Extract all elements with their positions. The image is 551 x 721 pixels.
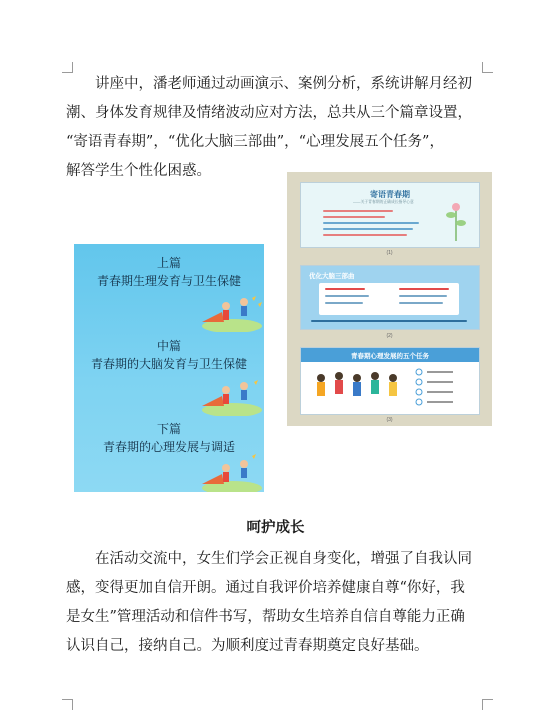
slide-text-line	[323, 216, 385, 218]
slide-content-box	[319, 283, 459, 315]
slide-text-line	[311, 320, 467, 322]
kids-rocket-illustration	[192, 452, 264, 492]
paragraph-line: 在活动交流中，女生们学会正视自身变化，增强了自我认同	[95, 551, 472, 567]
page-corner-mark-bottom-left	[62, 699, 73, 710]
section-title: 青春期的心理发展与调适	[102, 440, 235, 454]
paragraph-line: 感，变得更加自信开朗。通过自我评价培养健康自尊“你好，我	[66, 580, 465, 596]
task-list-graphic	[413, 366, 473, 410]
kids-rocket-illustration	[192, 376, 264, 416]
slide-thumbnail	[300, 347, 480, 415]
outcome-paragraph	[66, 545, 496, 661]
plant-decoration	[441, 201, 471, 241]
paragraph-line: 认识自己，接纳自己。为顺利度过青春期奠定良好基础。	[66, 638, 429, 654]
section-title: 青春期生理发育与卫生保健	[96, 274, 241, 288]
slide-title: 青春期心理发展的五个任务	[351, 353, 429, 360]
slide-caption: (2)	[386, 333, 393, 339]
slide-thumbnail	[300, 182, 480, 248]
slide-subtitle: ——关于青春期的正确成长指导心意	[353, 200, 414, 204]
section-heading: 呵护成长	[246, 519, 305, 536]
slide-text-line	[323, 222, 419, 224]
section-part-label: 下篇	[156, 422, 181, 436]
paragraph-line: “寄语青春期”，“优化大脑三部曲”，“心理发展五个任务”，	[66, 134, 444, 150]
slide-caption: (3)	[386, 417, 393, 423]
ppt-slides-collage	[287, 172, 492, 426]
paragraph-line: 是女生”管理活动和信件书写，帮助女生培养自信自尊能力正确	[66, 609, 465, 625]
page-corner-mark-bottom-right	[482, 699, 493, 710]
slide-text-line	[323, 234, 407, 236]
slide-caption: (1)	[386, 250, 393, 256]
students-illustration	[309, 366, 409, 410]
paragraph-line: 讲座中，潘老师通过动画演示、案例分析，系统讲解月经初	[95, 76, 472, 92]
slide-title: 优化大脑三部曲	[309, 273, 355, 280]
intro-paragraph	[66, 70, 496, 186]
slide-text-line	[323, 228, 413, 230]
slide-title: 寄语青春期	[370, 190, 410, 199]
slide-text-line	[323, 210, 393, 212]
paragraph-line: 解答学生个性化困惑。	[66, 163, 211, 179]
kids-rocket-illustration	[192, 292, 264, 332]
section-part-label: 上篇	[156, 256, 181, 270]
section-title: 青春期的大脑发育与卫生保健	[90, 357, 247, 371]
lecture-sections-poster	[74, 244, 264, 492]
slide-thumbnail	[300, 265, 480, 330]
section-part-label: 中篇	[156, 339, 181, 353]
paragraph-line: 潮、身体发育规律及情绪波动应对方法，总共从三个篇章设置，	[66, 105, 472, 121]
